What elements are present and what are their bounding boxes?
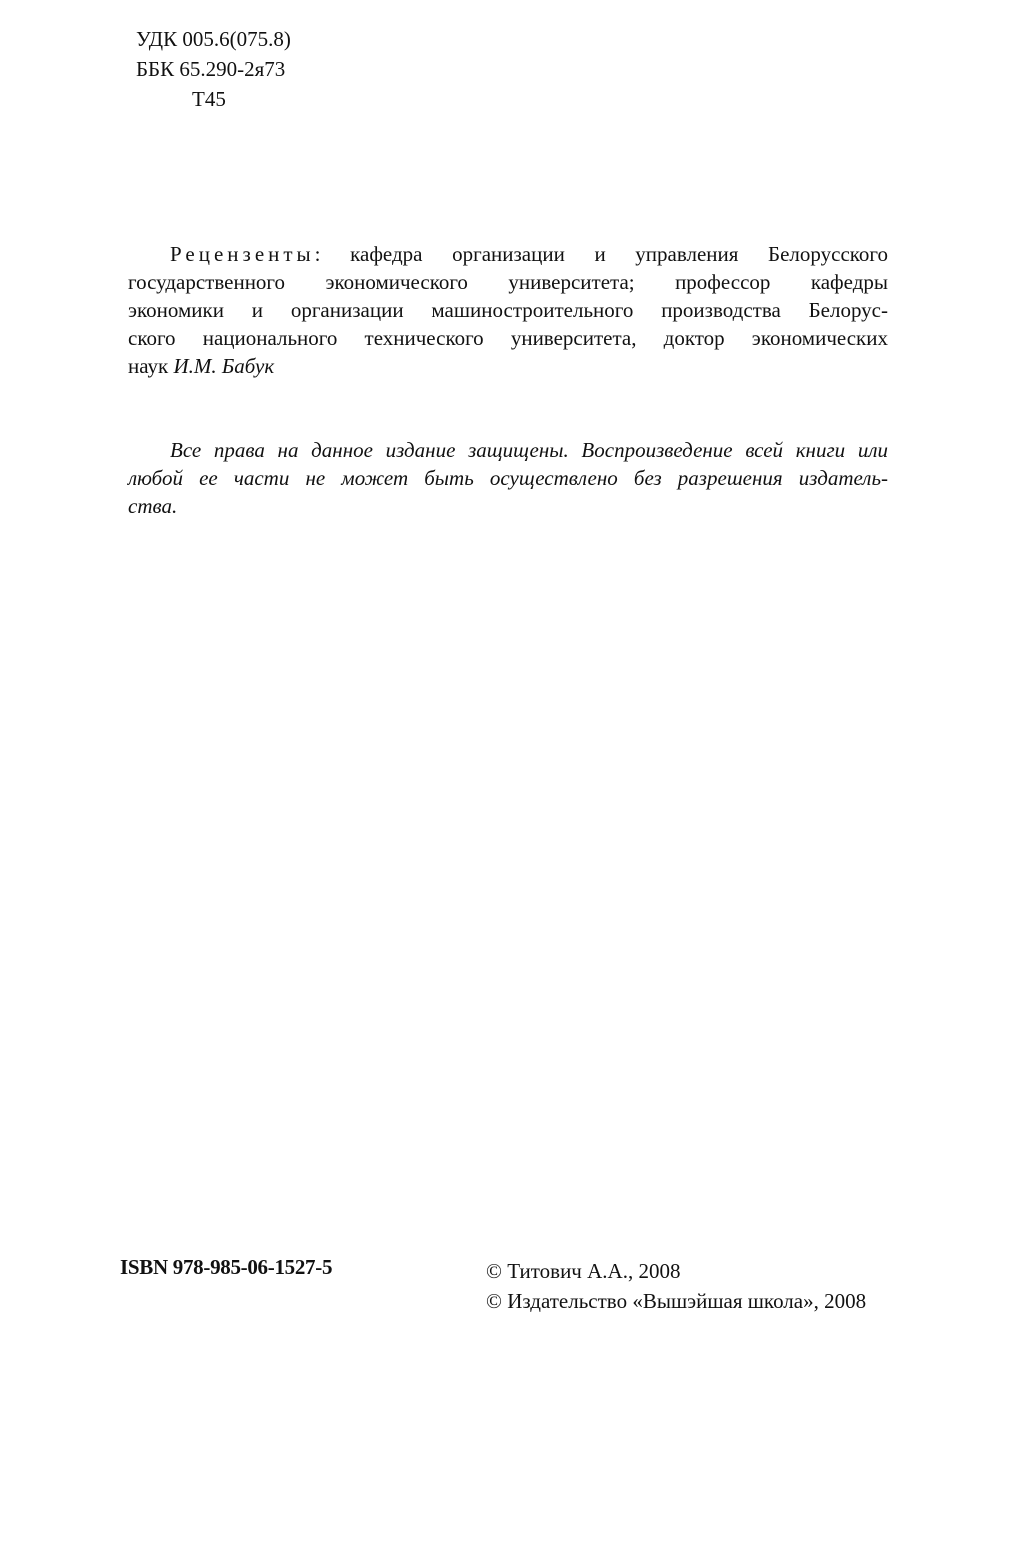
reviewers-line-3: экономики и организации машиностроительного производства Белорус- [128,298,888,322]
bbk-code: ББК 65.290-2я73 [136,57,286,81]
isbn-number: ISBN 978-985-06-1527-5 [120,1255,333,1279]
reviewers-line-1 [128,240,888,268]
reviewers-line-5-prefix: наук [128,354,174,378]
author-mark: Т45 [192,87,226,111]
reviewers-line-5 [128,352,888,380]
reviewers-paragraph [128,240,888,380]
copyright-block [486,1256,866,1316]
reviewers-line-2: государственного экономического университета; профессор кафедры [128,270,888,294]
reviewers-line-4: ского национального технического университета, доктор экономических [128,326,888,350]
reviewers-line-1-text: : кафедра организации и управления Белорусского [314,242,888,266]
copyright-author: © Титович А.А., 2008 [486,1259,681,1283]
reviewer-name: И.М. Бабук [173,354,275,378]
rights-notice [128,436,888,520]
rights-line-2: любой ее части не может быть осуществлено без разрешения издатель- [128,466,888,490]
rights-line-3: ства. [128,494,178,518]
rights-line-1: Все права на данное издание защищены. Воспроизведение всей книги или [170,438,888,462]
copyright-publisher: © Издательство «Вышэйшая школа», 2008 [486,1289,867,1313]
classification-block [136,24,291,114]
reviewers-label: Рецензенты [170,242,315,266]
udk-code: УДК 005.6(075.8) [136,27,291,51]
